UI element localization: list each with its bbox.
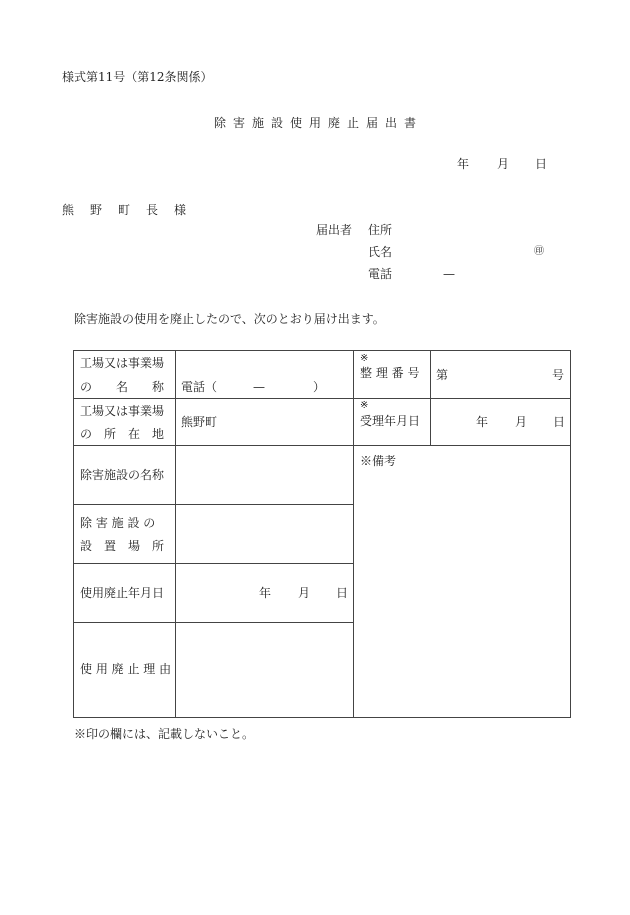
received-label: 受理年月日 bbox=[360, 414, 421, 428]
received-date-field[interactable] bbox=[430, 398, 571, 446]
facility-name-field[interactable] bbox=[175, 445, 354, 505]
factory-location-label: の 所 在 地 bbox=[80, 427, 165, 441]
factory-phone: 電話（ — ） bbox=[181, 380, 326, 394]
factory-location-label: 工場又は事業場 bbox=[80, 404, 165, 418]
facility-name-label: 除害施設の名称 bbox=[80, 468, 165, 482]
applicant-label: 届出者 bbox=[316, 223, 353, 237]
intro-text: 除害施設の使用を廃止したので、次のとおり届け出ます。 bbox=[74, 312, 385, 326]
facility-place-field[interactable] bbox=[175, 504, 354, 564]
date-year: 年 bbox=[457, 157, 470, 171]
received-month: 月 bbox=[515, 415, 528, 429]
reg-no-field[interactable] bbox=[430, 350, 571, 399]
cell bbox=[73, 504, 176, 564]
mark: ※ bbox=[360, 400, 369, 411]
reason-field[interactable] bbox=[175, 622, 354, 718]
factory-name-label: 工場又は事業場 bbox=[80, 356, 165, 370]
factory-location-value: 熊野町 bbox=[181, 415, 218, 429]
addressee: 熊 野 町 長 様 bbox=[62, 203, 189, 217]
form-number: 様式第11号（第12条関係） bbox=[62, 70, 213, 84]
reg-no-prefix: 第 bbox=[436, 368, 449, 382]
date-month: 月 bbox=[497, 157, 510, 171]
received-day: 日 bbox=[553, 415, 566, 429]
notes-field[interactable] bbox=[353, 445, 571, 718]
mark: ※ bbox=[360, 353, 369, 364]
facility-place-label: 除 害 施 設 の bbox=[80, 516, 156, 530]
reason-label: 使 用 廃 止 理 由 bbox=[80, 662, 172, 676]
abolish-year: 年 bbox=[259, 586, 272, 600]
abolish-month: 月 bbox=[298, 586, 311, 600]
reg-no-label: 整 理 番 号 bbox=[360, 366, 420, 380]
phone-dash: — bbox=[443, 267, 455, 281]
seal-mark: ㊞ bbox=[534, 246, 544, 257]
abolish-date-label: 使用廃止年月日 bbox=[80, 586, 165, 600]
abolish-day: 日 bbox=[336, 586, 349, 600]
notes-label: ※備考 bbox=[360, 454, 397, 468]
received-year: 年 bbox=[476, 415, 489, 429]
reg-no-suffix: 号 bbox=[552, 368, 565, 382]
address-label: 住所 bbox=[368, 223, 393, 237]
facility-place-label: 設 置 場 所 bbox=[80, 539, 165, 553]
name-label: 氏名 bbox=[368, 245, 393, 259]
footnote: ※印の欄には、記載しないこと。 bbox=[74, 727, 255, 741]
factory-name-label: の 名 称 bbox=[80, 380, 165, 394]
phone-label: 電話 bbox=[368, 267, 393, 281]
page-title: 除害施設使用廃止届出書 bbox=[214, 116, 424, 130]
date-day: 日 bbox=[535, 157, 548, 171]
